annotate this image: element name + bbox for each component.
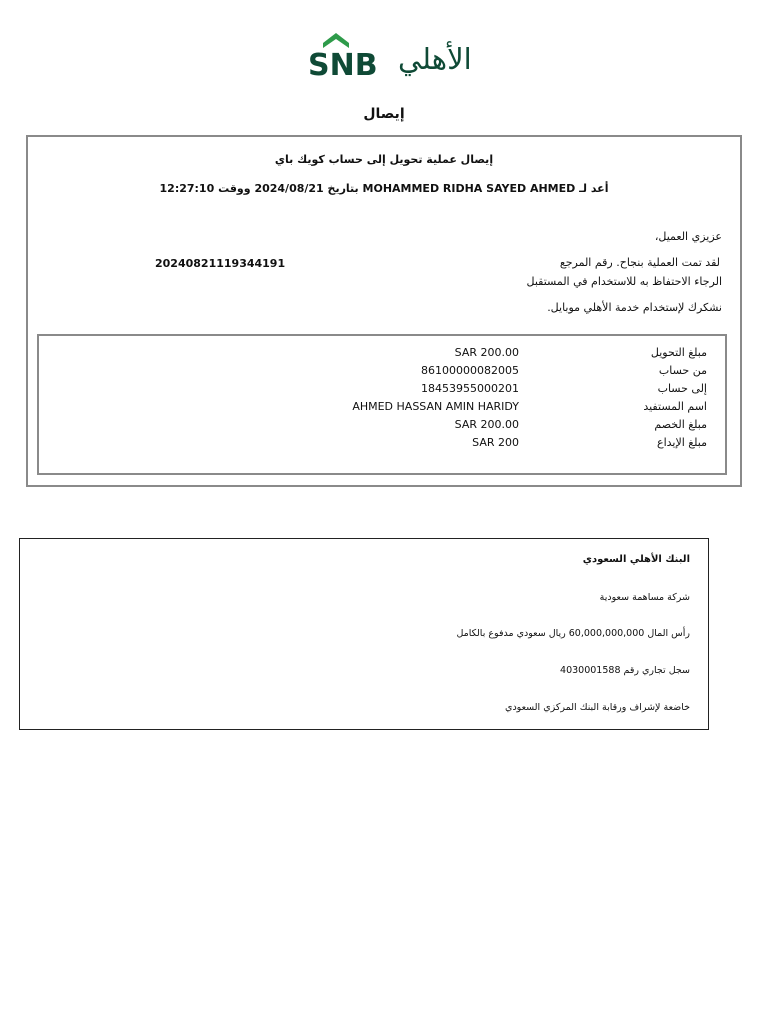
- detail-row: [39, 400, 725, 418]
- success-line: لقد تمت العملية بنجاح. رقم المرجع: [559, 256, 720, 269]
- prepared-for-line: أعد لـ MOHAMMED RIDHA SAYED AHMED بتاريخ 2024/08/21 ووقت 12:27:10: [159, 182, 609, 195]
- detail-label: مبلغ الإيداع: [657, 436, 707, 449]
- transfer-details-box: [37, 334, 727, 475]
- detail-value: SAR 200: [472, 436, 519, 449]
- detail-value: 18453955000201: [421, 382, 519, 395]
- detail-row: [39, 382, 725, 400]
- detail-row: [39, 418, 725, 436]
- supervision-line: خاضعة لإشراف ورقابة البنك المركزي السعودي: [505, 702, 690, 713]
- logo-arabic-text: الأهلي: [398, 42, 472, 76]
- capital-line: رأس المال 60,000,000,000 ريال سعودي مدفوع بالكامل: [456, 628, 690, 639]
- detail-label: إلى حساب: [657, 382, 707, 395]
- detail-value: AHMED HASSAN AMIN HARIDY: [352, 400, 519, 413]
- receipt-heading: إيصال عملية تحويل إلى حساب كويك باي: [274, 153, 494, 166]
- detail-row: [39, 436, 725, 454]
- detail-row: [39, 364, 725, 382]
- thanks-line: نشكرك لإستخدام خدمة الأهلي موبايل.: [547, 301, 722, 314]
- logo-latin-text: SNB: [308, 48, 378, 83]
- snb-logo: [306, 30, 486, 84]
- detail-value: SAR 200.00: [454, 346, 519, 359]
- reference-number: 20240821119344191: [155, 257, 286, 270]
- detail-label: اسم المستفيد: [643, 400, 707, 413]
- document-title: إيصال: [363, 106, 405, 122]
- receipt-box: [26, 135, 742, 487]
- keep-line: الرجاء الاحتفاظ به للاستخدام في المستقبل: [526, 275, 722, 288]
- detail-label: مبلغ التحويل: [650, 346, 707, 359]
- bank-info-box: [19, 538, 709, 730]
- detail-value: 86100000082005: [421, 364, 519, 377]
- detail-label: من حساب: [658, 364, 707, 377]
- commercial-register: سجل تجاري رقم 4030001588: [560, 665, 690, 676]
- detail-label: مبلغ الخصم: [654, 418, 707, 431]
- greeting: عزيزي العميل،: [654, 230, 722, 243]
- detail-row: [39, 346, 725, 364]
- detail-value: SAR 200.00: [454, 418, 519, 431]
- bank-name: البنك الأهلي السعودي: [582, 554, 690, 565]
- company-type: شركة مساهمة سعودية: [599, 592, 690, 603]
